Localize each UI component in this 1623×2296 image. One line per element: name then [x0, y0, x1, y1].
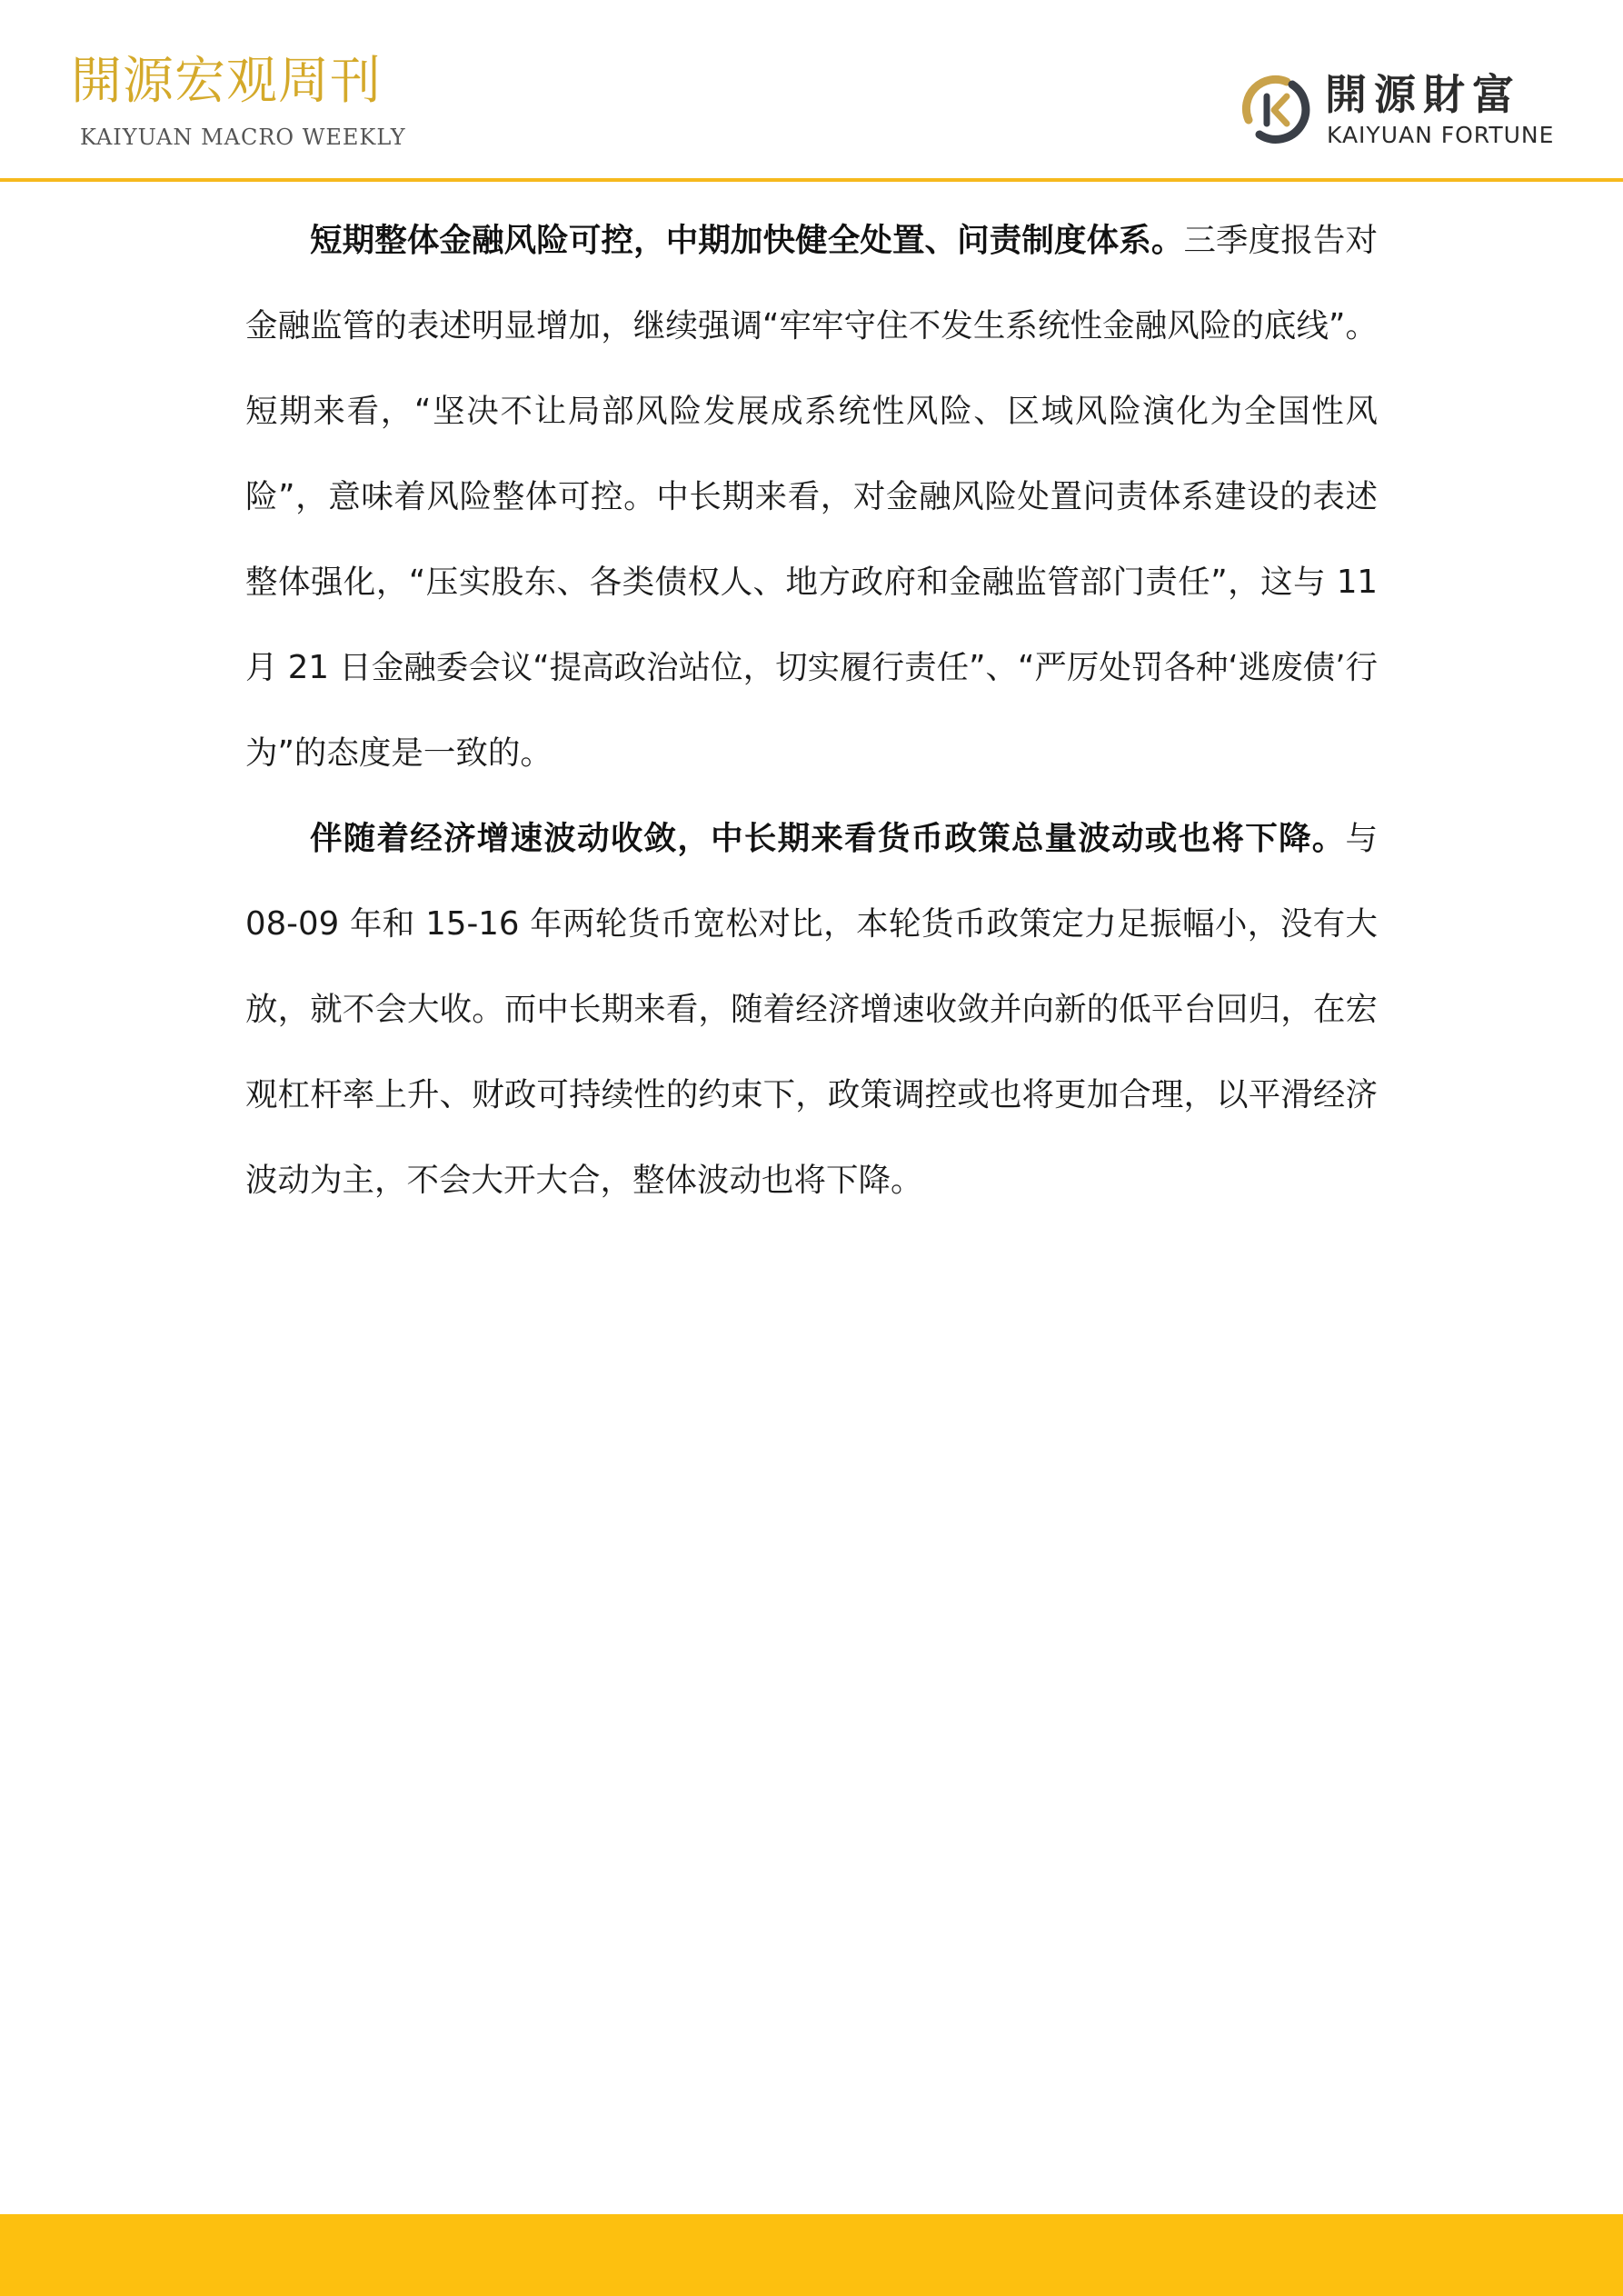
kaiyuan-k-emblem-icon: [1240, 73, 1312, 145]
paragraph: [245, 198, 1378, 796]
publication-title: 開源宏观周刊: [71, 52, 382, 111]
logo-chinese-name: 開源財富: [1325, 70, 1521, 119]
logo-english-name: KAIYUAN FORTUNE: [1327, 122, 1555, 148]
paragraph-text: 三季度报告对金融监管的表述明显增加，继续强调“牢牢守住不发生系统性金融风险的底线”。短期来看，“坚决不让局部风险发展成系统性风险、区域风险演化为全国性风险”，意味着风险整体可控。中长期来看，对金融风险处置问责体系建设的表述整体强化，“压实股东、各类债权人、地方政府和金融监管部门责任”，这与 11 月 21 日金融委会议“提高政治站位，切实履行责任”、“严厉处罚各种‘逃废债’行为”的态度是一致的。: [245, 222, 1378, 772]
header-divider: [0, 178, 1623, 182]
paragraph: [245, 796, 1378, 1223]
paragraph-lead: 伴随着经济增速波动收敛，中长期来看货币政策总量波动或也将下降。: [310, 820, 1346, 857]
company-logo: [1240, 69, 1567, 156]
paragraph-lead: 短期整体金融风险可控，中期加快健全处置、问责制度体系。: [310, 222, 1184, 259]
footer-band: [0, 2214, 1623, 2296]
page-header: [0, 0, 1623, 180]
publication-subtitle: KAIYUAN MACRO WEEKLY: [80, 125, 406, 150]
paragraph-text: 与 08-09 年和 15-16 年两轮货币宽松对比，本轮货币政策定力足振幅小，没有大放，就不会大收。而中长期来看，随着经济增速收敛并向新的低平台回归，在宏观杠杆率上升、财政可持续性的约束下，政策调控或也将更加合理，以平滑经济波动为主，不会大开大合，整体波动也将下降。: [245, 820, 1378, 1199]
article-body: [245, 198, 1378, 1223]
